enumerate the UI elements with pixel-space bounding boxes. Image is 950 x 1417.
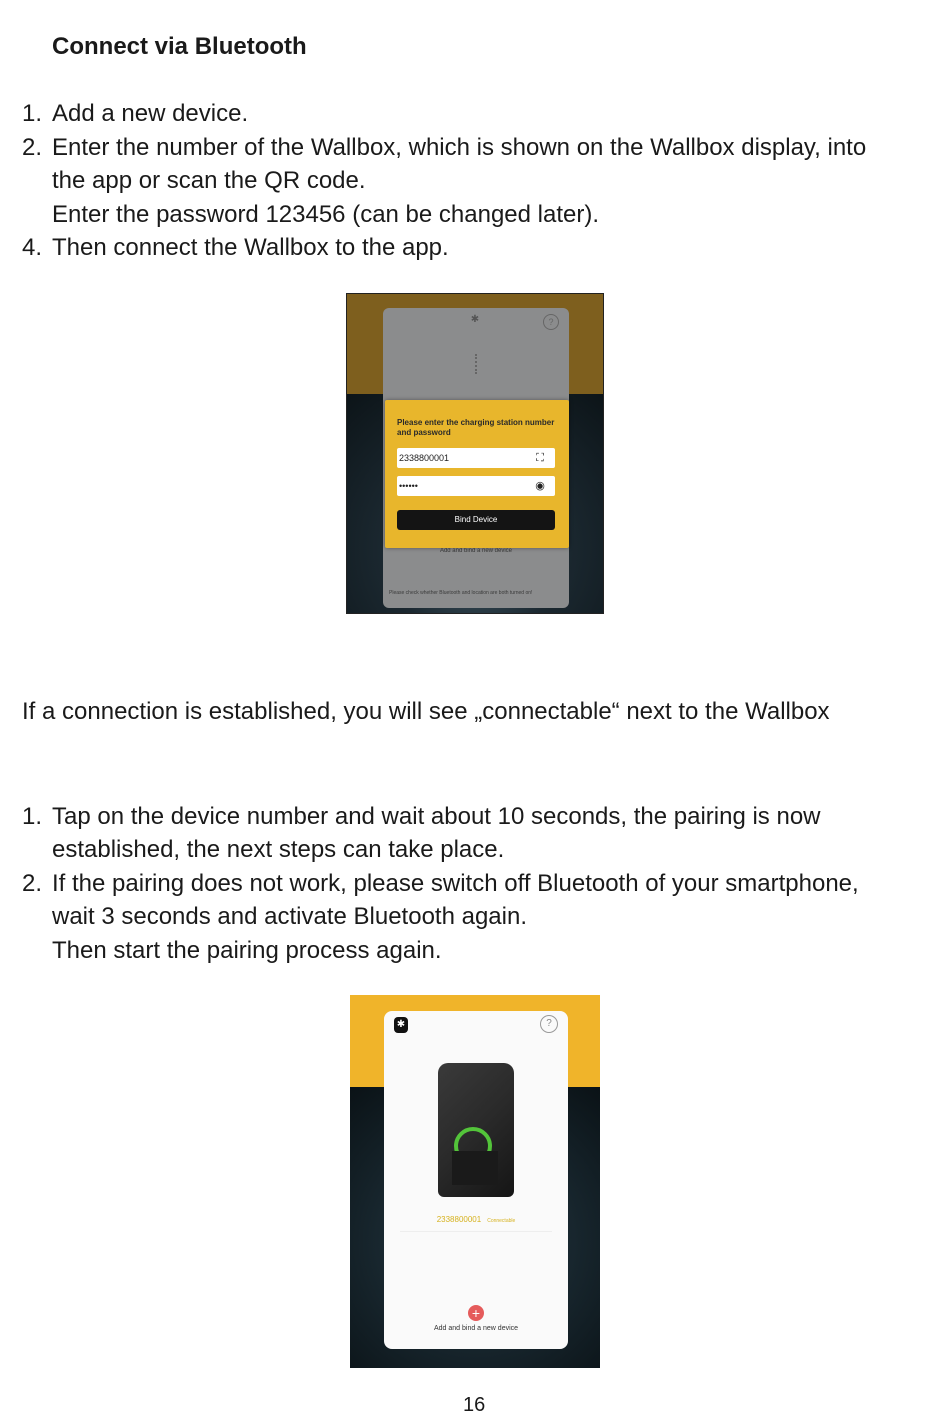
help-icon: ? [543, 314, 559, 330]
list-text: Add a new device. [52, 100, 249, 127]
section-title: Connect via Bluetooth [52, 33, 307, 60]
list-item [22, 800, 821, 834]
add-device-label: Add and bind a new device [433, 1325, 519, 1332]
list-continuation: the app or scan the QR code. [52, 167, 366, 194]
station-number-value: 2338800001 [399, 453, 450, 463]
page-number: 16 [463, 1394, 486, 1416]
password-value: •••••• [399, 481, 418, 491]
qr-scan-icon[interactable]: ⛶ [536, 452, 544, 464]
device-number: 2338800001 [436, 1215, 482, 1224]
station-number-field[interactable] [397, 448, 555, 468]
list-item [22, 867, 859, 901]
connection-info-text: If a connection is established, you will see „connectable“ next to the Wallbox [22, 698, 830, 725]
bluetooth-icon[interactable]: ✱ [394, 1017, 408, 1033]
list-text: Tap on the device number and wait about 10 seconds, the pairing is now [52, 803, 821, 830]
list-item [22, 131, 866, 165]
divider [400, 1231, 552, 1232]
list-item [22, 231, 449, 265]
bind-device-button[interactable]: Bind Device [397, 510, 555, 530]
list-item [22, 97, 248, 131]
modal-title: Please enter the charging station number and password [397, 418, 555, 437]
password-field[interactable] [397, 476, 555, 496]
list-continuation: wait 3 seconds and activate Bluetooth again. [52, 903, 527, 930]
list-number: 1. [22, 803, 43, 830]
list-number: 1. [22, 100, 43, 127]
list-text: If the pairing does not work, please switch off Bluetooth of your smartphone, [52, 870, 859, 897]
app-card [384, 1011, 568, 1349]
list-continuation: Enter the password 123456 (can be changed later). [52, 201, 600, 228]
list-number: 2. [22, 870, 43, 897]
wallbox-plug [452, 1151, 498, 1185]
list-text: Then connect the Wallbox to the app. [52, 234, 449, 261]
app-screenshot-device-list [350, 995, 600, 1368]
connection-dots [475, 354, 479, 374]
list-continuation: Then start the pairing process again. [52, 937, 442, 964]
bluetooth-icon: ✱ [470, 314, 480, 325]
app-screenshot-pairing-dialog [346, 293, 604, 614]
help-icon[interactable]: ? [540, 1015, 558, 1033]
eye-icon[interactable]: ◉ [535, 480, 545, 492]
dimmed-note: Please check whether Bluetooth and location are both turned on! [389, 590, 533, 596]
list-number: 4. [22, 234, 43, 261]
pairing-modal [385, 400, 569, 548]
list-continuation: established, the next steps can take place. [52, 836, 505, 863]
add-device-icon[interactable]: + [468, 1305, 484, 1321]
device-entry[interactable] [384, 1215, 568, 1224]
device-status: Connectable [487, 1218, 516, 1224]
list-text: Enter the number of the Wallbox, which is shown on the Wallbox display, into [52, 134, 867, 161]
list-number: 2. [22, 134, 43, 161]
dimmed-add-device-text: Add and bind a new device [439, 548, 513, 554]
